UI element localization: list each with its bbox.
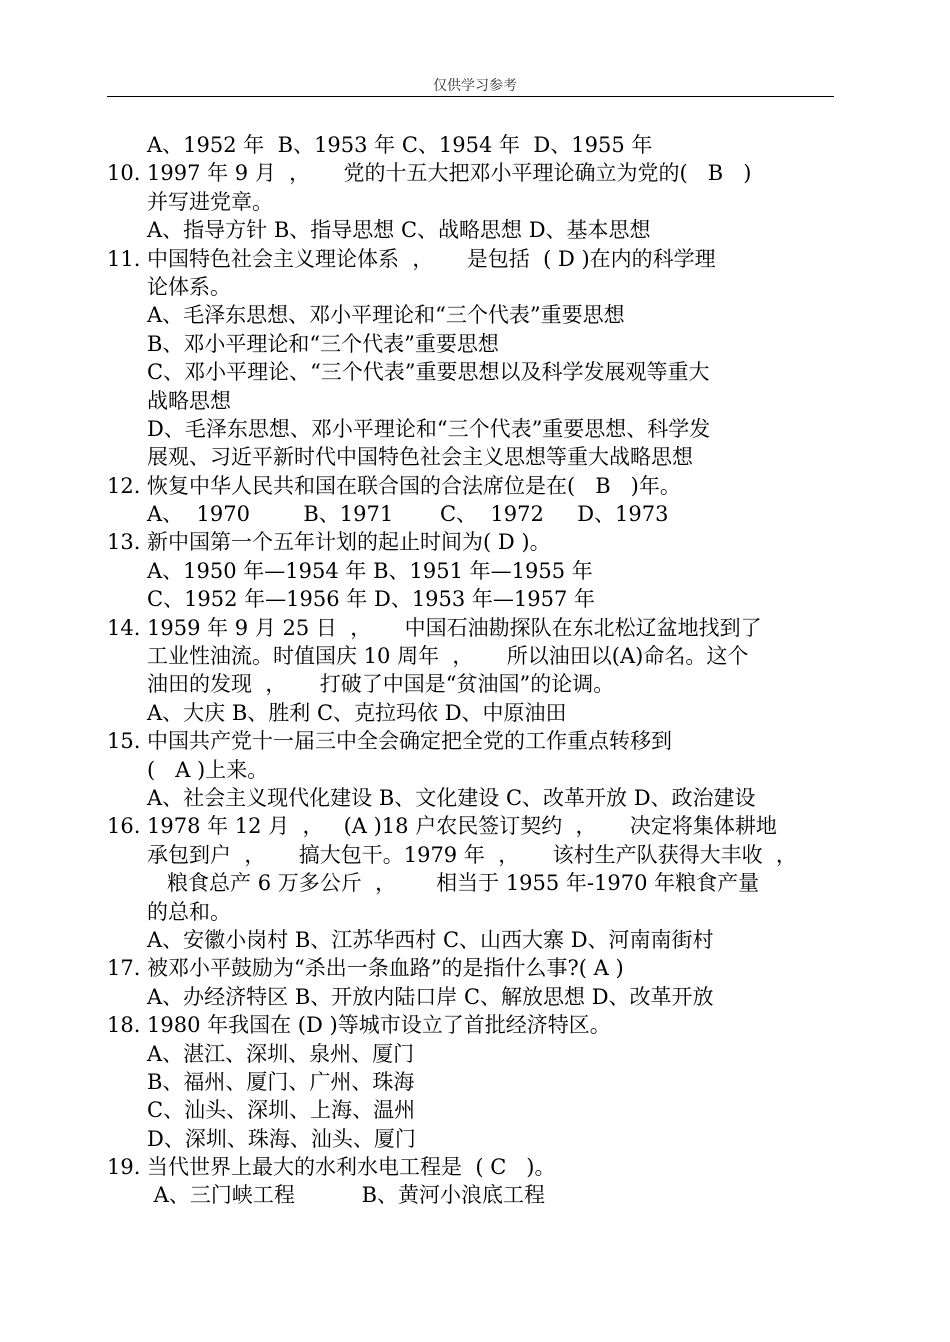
line-text: A、毛泽东思想、邓小平理论和“三个代表”重要思想: [147, 303, 625, 328]
line-text: A、安徽小岗村 B、江苏华西村 C、山西大寨 D、河南南街村: [147, 927, 714, 952]
answer-options: [107, 330, 842, 358]
answer-options: [107, 926, 842, 954]
line-text: A、 1970 B、1971 C、 1972 D、1973: [147, 502, 669, 527]
continuation-line: [107, 670, 842, 698]
question-line: [107, 812, 842, 840]
header-rule: [107, 96, 834, 97]
question-line: [107, 528, 842, 556]
line-text: A、三门峡工程 B、黄河小浪底工程: [147, 1183, 546, 1208]
question-line: [107, 159, 842, 187]
question-number: 17.: [107, 956, 141, 981]
question-number: 12.: [107, 473, 141, 498]
line-text: 论体系。: [147, 274, 231, 299]
line-text: A、指导方针 B、指导思想 C、战略思想 D、基本思想: [147, 218, 651, 243]
continuation-line: [107, 273, 842, 301]
line-text: 新中国第一个五年计划的起止时间为( D )。: [147, 530, 551, 555]
line-text: 承包到户 ， 搞大包干。1979 年 ， 该村生产队获得大丰收 ，: [147, 842, 797, 867]
question-line: [107, 245, 842, 273]
answer-options: [107, 983, 842, 1011]
question-line: [107, 472, 842, 500]
answer-options: [107, 301, 842, 329]
answer-options: [107, 585, 842, 613]
answer-options: [107, 358, 842, 386]
line-text: 恢复中华人民共和国在联合国的合法席位是在( B )年。: [147, 473, 681, 498]
line-text: 粮食总产 6 万多公斤 ， 相当于 1955 年-1970 年粮食产量: [147, 871, 760, 896]
continuation-line: [107, 756, 842, 784]
answer-options: [107, 557, 842, 585]
question-number: 10.: [107, 161, 141, 186]
line-text: 中国特色社会主义理论体系 ， 是包括 ( D )在内的科学理: [147, 246, 716, 271]
line-text: 1978 年 12 月 ， (A )18 户农民签订契约 ， 决定将集体耕地: [147, 814, 777, 839]
answer-options: [107, 216, 842, 244]
line-text: 被邓小平鼓励为“杀出一条血路”的是指什么事?( A ): [147, 956, 624, 981]
line-text: 中国共产党十一届三中全会确定把全党的工作重点转移到: [147, 729, 672, 754]
line-text: 1959 年 9 月 25 日 ， 中国石油勘探队在东北松辽盆地找到了: [147, 615, 762, 640]
line-text: 当代世界上最大的水利水电工程是 ( C )。: [147, 1155, 556, 1180]
answer-options: [107, 1125, 842, 1153]
line-text: C、1952 年—1956 年 D、1953 年—1957 年: [147, 587, 596, 612]
question-line: [107, 1153, 842, 1181]
line-text: A、大庆 B、胜利 C、克拉玛依 D、中原油田: [147, 700, 567, 725]
question-number: 13.: [107, 530, 141, 555]
question-list: [107, 131, 842, 1210]
continuation-line: [107, 869, 842, 897]
line-text: ( A )上来。: [147, 757, 269, 782]
line-text: C、汕头、深圳、上海、温州: [147, 1098, 416, 1123]
line-text: A、1952 年 B、1953 年 C、1954 年 D、1955 年: [147, 133, 653, 157]
answer-options: [107, 1040, 842, 1068]
continuation-line: [107, 642, 842, 670]
question-number: 11.: [107, 246, 141, 271]
continuation-line: [107, 188, 842, 216]
line-text: 的总和。: [147, 899, 231, 924]
line-text: D、毛泽东思想、邓小平理论和“三个代表”重要思想、科学发: [147, 416, 711, 441]
page-header: 仅供学习参考: [433, 78, 517, 94]
continuation-line: [107, 841, 842, 869]
answer-options: [107, 415, 842, 443]
line-text: D、深圳、珠海、汕头、厦门: [147, 1126, 416, 1151]
answer-options: [107, 1096, 842, 1124]
question-line: [107, 614, 842, 642]
line-text: 油田的发现 ， 打破了中国是“贫油国”的论调。: [147, 672, 615, 697]
answer-options: [107, 1068, 842, 1096]
question-line: [107, 1011, 842, 1039]
question-number: 18.: [107, 1013, 141, 1038]
line-text: A、社会主义现代化建设 B、文化建设 C、改革开放 D、政治建设: [147, 785, 756, 810]
answer-options: [107, 1181, 842, 1209]
question-number: 19.: [107, 1155, 141, 1180]
line-text: 1997 年 9 月 ， 党的十五大把邓小平理论确立为党的( B ): [147, 161, 752, 186]
question-number: 14.: [107, 615, 141, 640]
line-text: C、邓小平理论、“三个代表”重要思想以及科学发展观等重大: [147, 360, 710, 385]
continuation-line: [107, 443, 842, 471]
line-text: A、1950 年—1954 年 B、1951 年—1955 年: [147, 558, 593, 583]
answer-options: [107, 131, 842, 159]
line-text: 展观、习近平新时代中国特色社会主义思想等重大战略思想: [147, 445, 693, 470]
line-text: B、福州、厦门、广州、珠海: [147, 1069, 415, 1094]
continuation-line: [107, 387, 842, 415]
answer-options: [107, 500, 842, 528]
line-text: 战略思想: [147, 388, 231, 413]
answer-options: [107, 784, 842, 812]
line-text: 1980 年我国在 (D )等城市设立了首批经济特区。: [147, 1013, 611, 1038]
answer-options: [107, 699, 842, 727]
line-text: 工业性油流。时值国庆 10 周年 ， 所以油田以(A)命名。这个: [147, 644, 749, 669]
continuation-line: [107, 898, 842, 926]
line-text: A、办经济特区 B、开放内陆口岸 C、解放思想 D、改革开放: [147, 984, 714, 1009]
question-line: [107, 727, 842, 755]
line-text: A、湛江、深圳、泉州、厦门: [147, 1041, 415, 1066]
line-text: 并写进党章。: [147, 189, 273, 214]
question-number: 16.: [107, 814, 141, 839]
question-number: 15.: [107, 729, 141, 754]
question-line: [107, 954, 842, 982]
line-text: B、邓小平理论和“三个代表”重要思想: [147, 331, 499, 356]
